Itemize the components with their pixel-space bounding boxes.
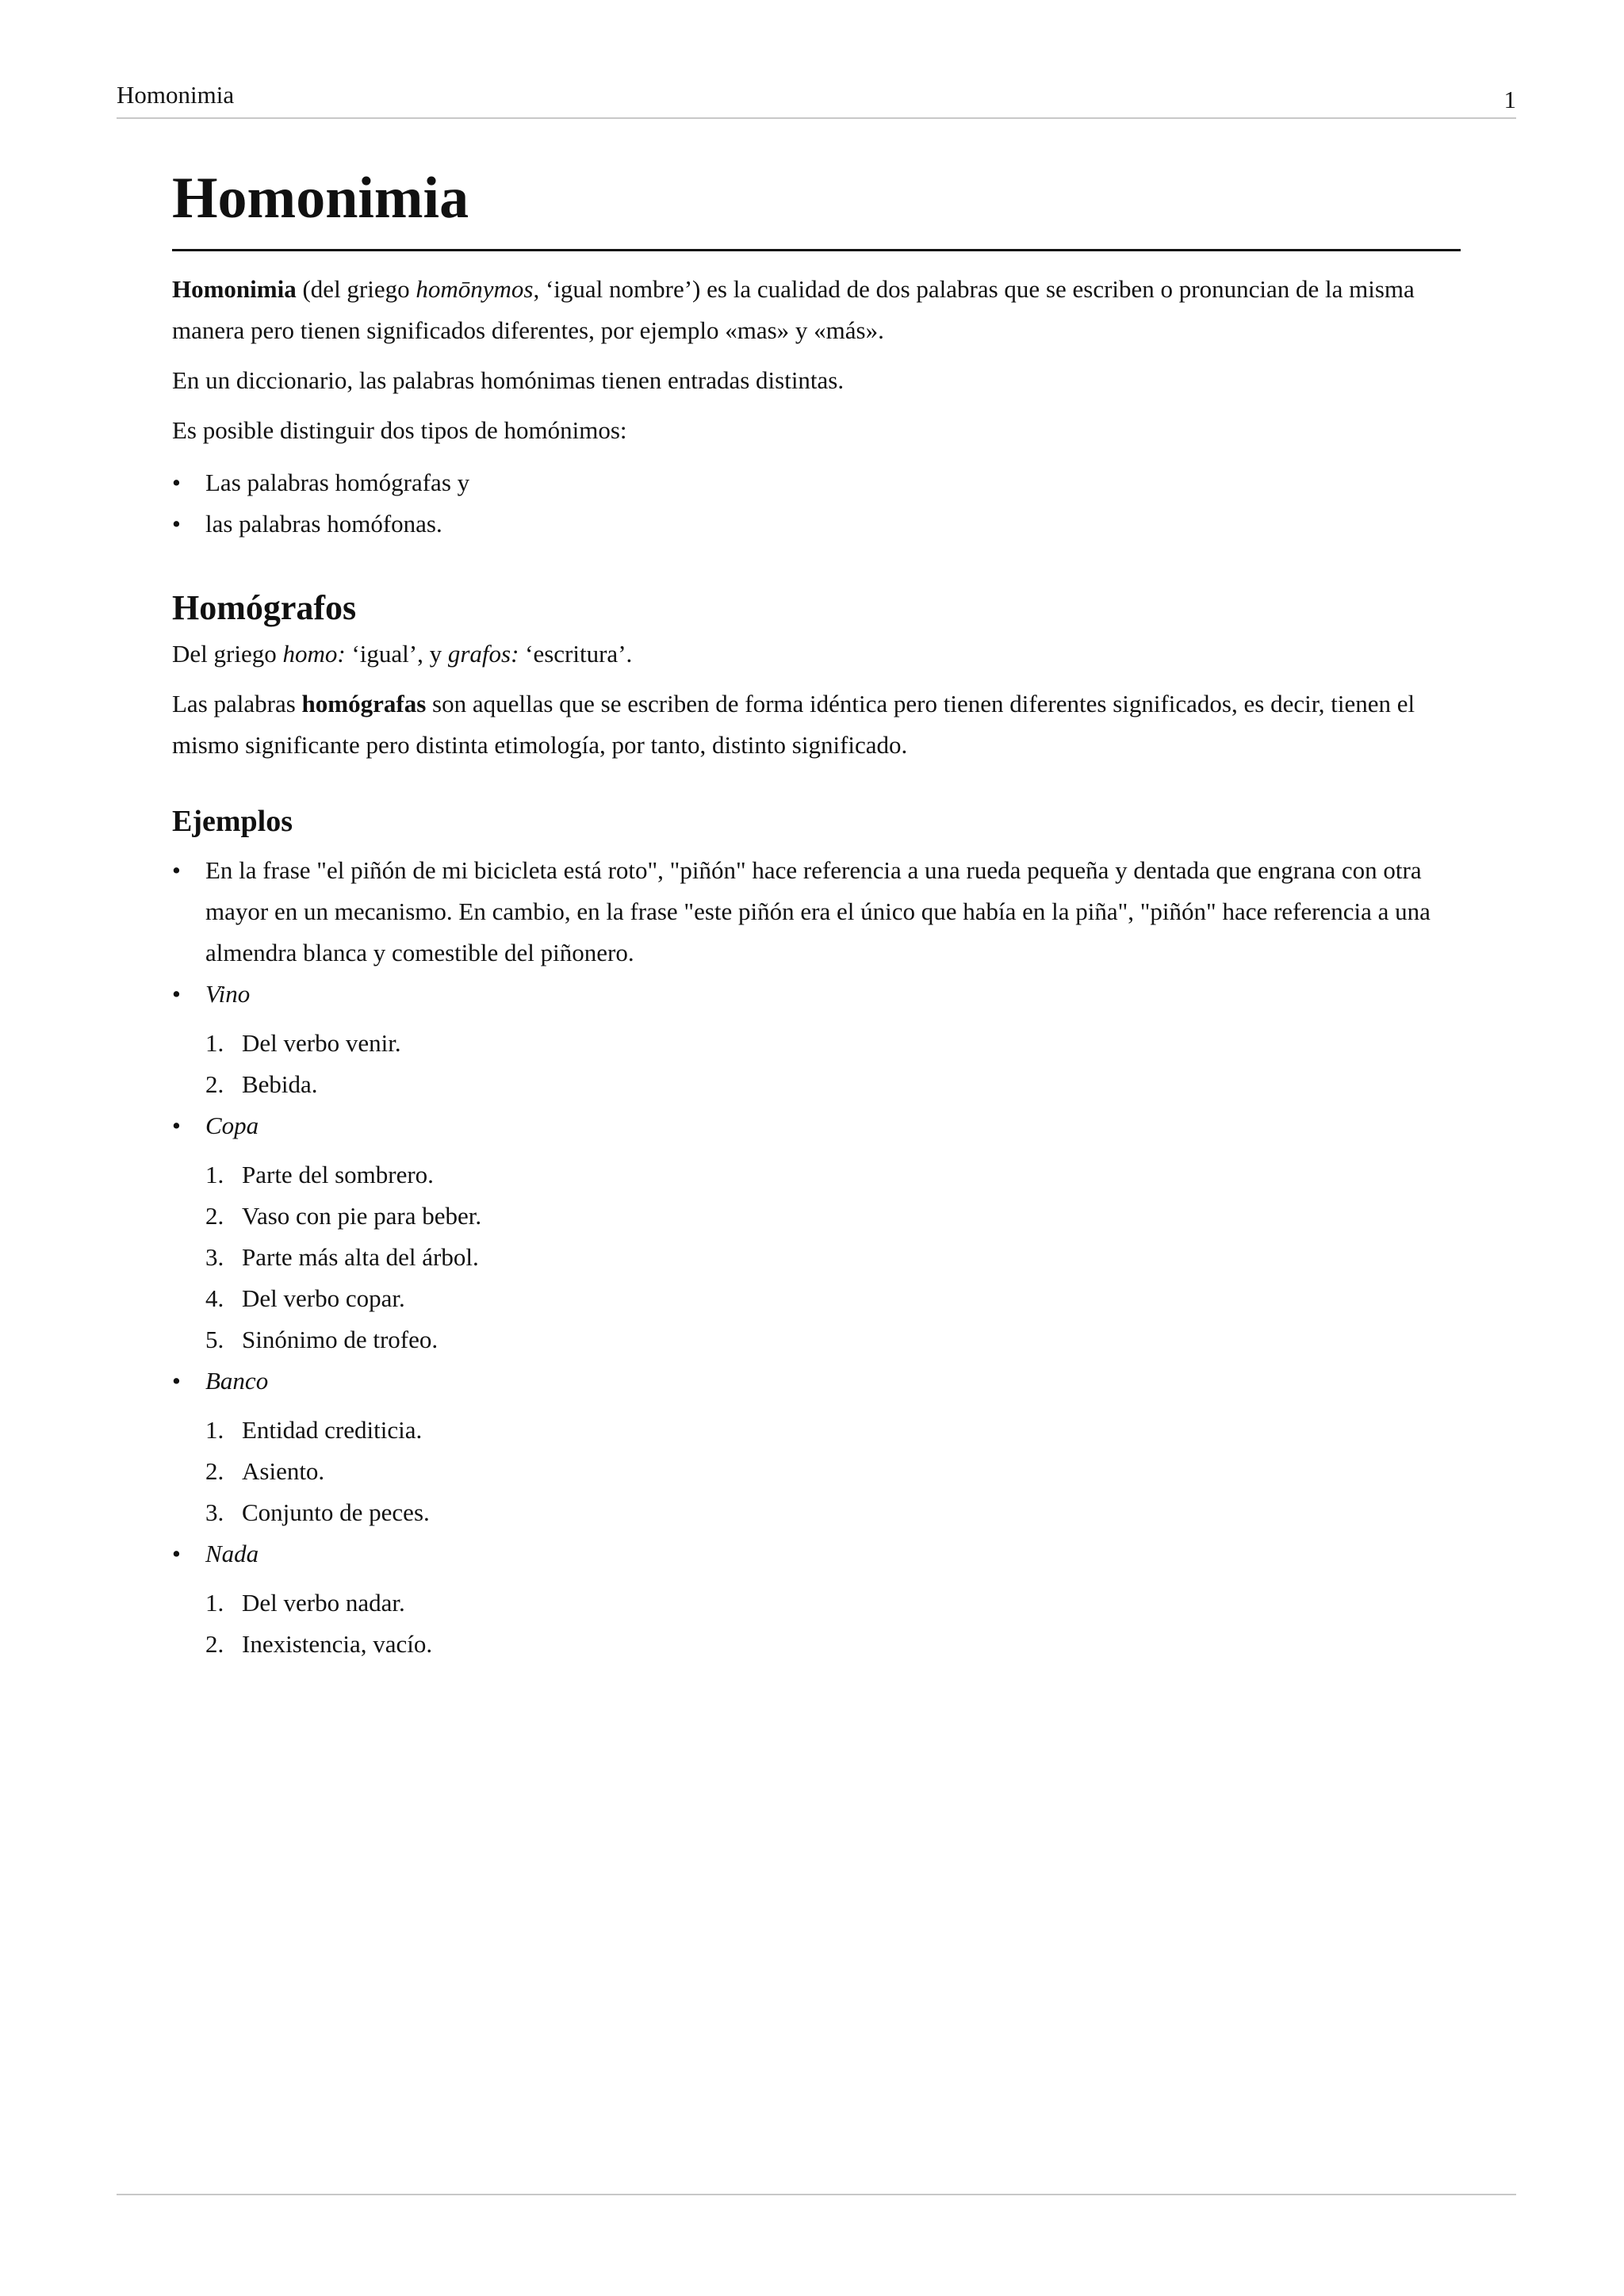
example-word-item (172, 1105, 1461, 1146)
section-heading-homografos: Homógrafos (172, 588, 357, 627)
def-text-1: Las palabras (172, 690, 302, 718)
def-bold-term: homógrafas (301, 690, 427, 718)
meaning-item: 1. Entidad crediticia. (205, 1416, 423, 1444)
lead-text-1: (del griego (296, 275, 416, 303)
subsection-heading-ejemplos: Ejemplos (172, 805, 293, 838)
example-meanings-wrapper (172, 1023, 1461, 1105)
example-word-item (172, 1533, 1461, 1575)
example-word-item (172, 974, 1461, 1015)
meaning-item: 1. Del verbo venir. (205, 1029, 401, 1057)
example-meanings-wrapper (172, 1582, 1461, 1665)
meaning-item: 5. Sinónimo de trofeo. (205, 1326, 439, 1353)
def-text-2: son aquellas que se escriben de forma idéntica pero tienen diferentes significados, es decir, tienen el mismo significante pero distinta etimología, por tanto, distinto significado. (172, 690, 1415, 759)
running-header (117, 78, 1516, 119)
lead-text-2: , ‘igual nombre’) es la cualidad de dos palabras que se escriben o pronuncian de la misma manera pero tienen significados diferentes, por ejemplo «mas» y «más». (172, 275, 1415, 344)
meaning-item: 2. Vaso con pie para beber. (205, 1202, 482, 1230)
examples-list (172, 850, 1461, 1665)
etymology-paragraph (172, 633, 1461, 675)
list-item: • Las palabras homógrafas y (172, 462, 1461, 503)
etym-text-1: Del griego (172, 640, 283, 668)
etym-text-3: ‘escritura’. (519, 640, 633, 668)
page-number: 1 (1503, 86, 1516, 113)
etym-italic-grafos: grafos: (447, 640, 519, 668)
meaning-item: 2. Asiento. (205, 1457, 325, 1485)
example-term: Banco (205, 1367, 269, 1395)
lead-greek-word: homōnymos (416, 275, 534, 303)
example-term: Vino (205, 980, 251, 1008)
homonym-types-list (172, 462, 1461, 545)
list-item: • las palabras homófonas. (172, 503, 1461, 545)
example-term: Nada (205, 1540, 259, 1567)
example-term: Copa (205, 1112, 259, 1139)
footer-divider (117, 2194, 1516, 2195)
lead-paragraph (172, 269, 1461, 351)
meaning-item: 2. Bebida. (205, 1070, 318, 1098)
example-meanings-wrapper (172, 1154, 1461, 1360)
meaning-item: 1. Parte del sombrero. (205, 1161, 434, 1188)
meanings-list (205, 1023, 1461, 1105)
lead-bold-term: Homonimia (172, 275, 297, 303)
meaning-item: 2. Inexistencia, vacío. (205, 1630, 433, 1658)
article-body (172, 159, 1461, 1665)
etym-italic-homo: homo: (282, 640, 346, 668)
types-intro-paragraph: Es posible distinguir dos tipos de homónimos: (172, 416, 627, 444)
meanings-list (205, 1410, 1461, 1533)
meaning-item: 1. Del verbo nadar. (205, 1589, 405, 1617)
meaning-item: 3. Parte más alta del árbol. (205, 1243, 479, 1271)
meaning-item: 3. Conjunto de peces. (205, 1498, 430, 1526)
etym-text-2: ‘igual’, y (345, 640, 448, 668)
running-header-title: Homonimia (117, 81, 235, 109)
meanings-list (205, 1154, 1461, 1360)
example-intro-item: • En la frase "el piñón de mi bicicleta está roto", "piñón" hace referencia a una rueda pequeña y dentada que engrana con otra mayor en un mecanismo. En cambio, en la frase "este piñón era el único que había en la piña", "piñón" hace referencia a una almendra blanca y comestible del piñonero. (172, 850, 1461, 974)
example-word-item (172, 1360, 1461, 1402)
dictionary-paragraph: En un diccionario, las palabras homónimas tienen entradas distintas. (172, 366, 845, 394)
meanings-list (205, 1582, 1461, 1665)
meaning-item: 4. Del verbo copar. (205, 1284, 405, 1312)
definition-paragraph (172, 683, 1461, 766)
article-title: Homonimia (172, 159, 1461, 251)
example-meanings-wrapper (172, 1410, 1461, 1533)
